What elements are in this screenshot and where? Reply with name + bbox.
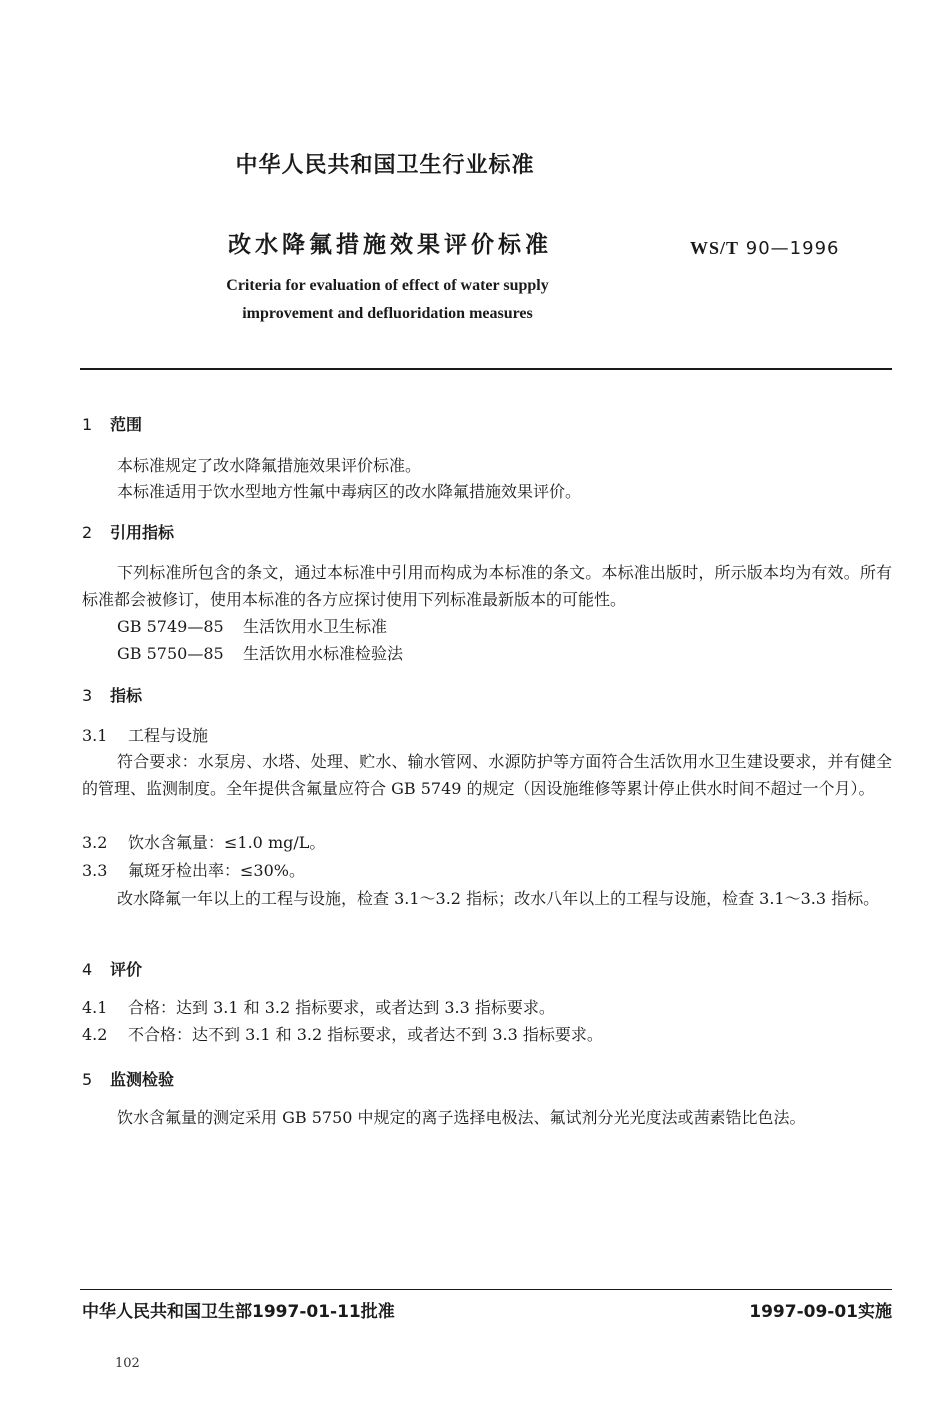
standard-title-zh: 改水降氟措施效果评价标准	[228, 232, 552, 258]
clause-4-2-number: 4.2	[82, 1025, 108, 1044]
standard-title-en-line1: Criteria for evaluation of effect of water supply	[226, 277, 549, 294]
effective-date-statement: 1997-09-01实施	[749, 1302, 892, 1322]
section-5-heading	[82, 1067, 174, 1090]
standard-code-number: 90—1996	[745, 238, 840, 259]
section-2-heading	[82, 520, 174, 543]
section-3-note: 改水降氟一年以上的工程与设施，检查 3.1～3.2 指标；改水八年以上的工程与设施，检查 3.1～3.3 指标。	[117, 889, 880, 908]
clause-3-1-title: 工程与设施	[128, 726, 209, 745]
section-2-paragraph: 下列标准所包含的条文，通过本标准中引用而构成为本标准的条文。本标准出版时，所示版本均为有效。所有标准都会被修订，使用本标准的各方应探讨使用下列标准最新版本的可能性。	[82, 563, 892, 609]
section-1-number: 1	[82, 415, 93, 434]
section-2-title: 引用指标	[110, 523, 175, 542]
reference-1-title: 生活饮用水卫生标准	[243, 617, 388, 636]
approval-statement: 中华人民共和国卫生部1997-01-11批准	[82, 1302, 395, 1322]
standard-title-en-line2: improvement and defluoridation measures	[242, 305, 533, 322]
clause-3-3-number: 3.3	[82, 861, 108, 880]
section-3-heading	[82, 683, 142, 706]
clause-3-1-number: 3.1	[82, 726, 108, 745]
clause-4-2-text: 不合格：达不到 3.1 和 3.2 指标要求，或者达不到 3.3 指标要求。	[128, 1025, 603, 1044]
reference-2-title: 生活饮用水标准检验法	[243, 644, 404, 663]
page-number: 102	[115, 1356, 140, 1371]
reference-2-code: GB 5750—85	[117, 644, 224, 663]
clause-3-3-text: 氟斑牙检出率：≤30%。	[128, 861, 305, 880]
section-3-number: 3	[82, 686, 93, 705]
section-4-title: 评价	[110, 960, 143, 979]
section-5-paragraph: 饮水含氟量的测定采用 GB 5750 中规定的离子选择电极法、氟试剂分光光度法或茜素锆比色法。	[117, 1108, 806, 1127]
clause-3-2-text: 饮水含氟量：≤1.0 mg/L。	[128, 833, 326, 852]
standard-code-prefix: WS/T	[690, 238, 740, 258]
section-1-paragraph-2: 本标准适用于饮水型地方性氟中毒病区的改水降氟措施效果评价。	[117, 482, 582, 501]
clause-3-2-number: 3.2	[82, 833, 108, 852]
header-divider	[80, 368, 892, 370]
section-1-paragraph-1: 本标准规定了改水降氟措施效果评价标准。	[117, 456, 422, 475]
clause-4-1-text: 合格：达到 3.1 和 3.2 指标要求，或者达到 3.3 指标要求。	[128, 998, 555, 1017]
issuing-body-title: 中华人民共和国卫生行业标准	[235, 153, 535, 178]
section-5-title: 监测检验	[110, 1070, 175, 1089]
standard-code	[690, 238, 839, 259]
section-2-number: 2	[82, 523, 93, 542]
clause-3-1-text: 符合要求：水泵房、水塔、处理、贮水、输水管网、水源防护等方面符合生活饮用水卫生建设要求，并有健全的管理、监测制度。全年提供含氟量应符合 GB 5749 的规定（因设施维修等累计停止供水时间不超过一个月）。	[82, 752, 892, 798]
section-1-title: 范围	[110, 415, 143, 434]
section-5-number: 5	[82, 1070, 93, 1089]
section-3-title: 指标	[110, 686, 143, 705]
clause-4-1-number: 4.1	[82, 998, 108, 1017]
section-4-number: 4	[82, 960, 93, 979]
footer-divider	[80, 1289, 892, 1290]
section-4-heading	[82, 957, 142, 980]
reference-1-code: GB 5749—85	[117, 617, 224, 636]
section-1-heading	[82, 412, 142, 435]
